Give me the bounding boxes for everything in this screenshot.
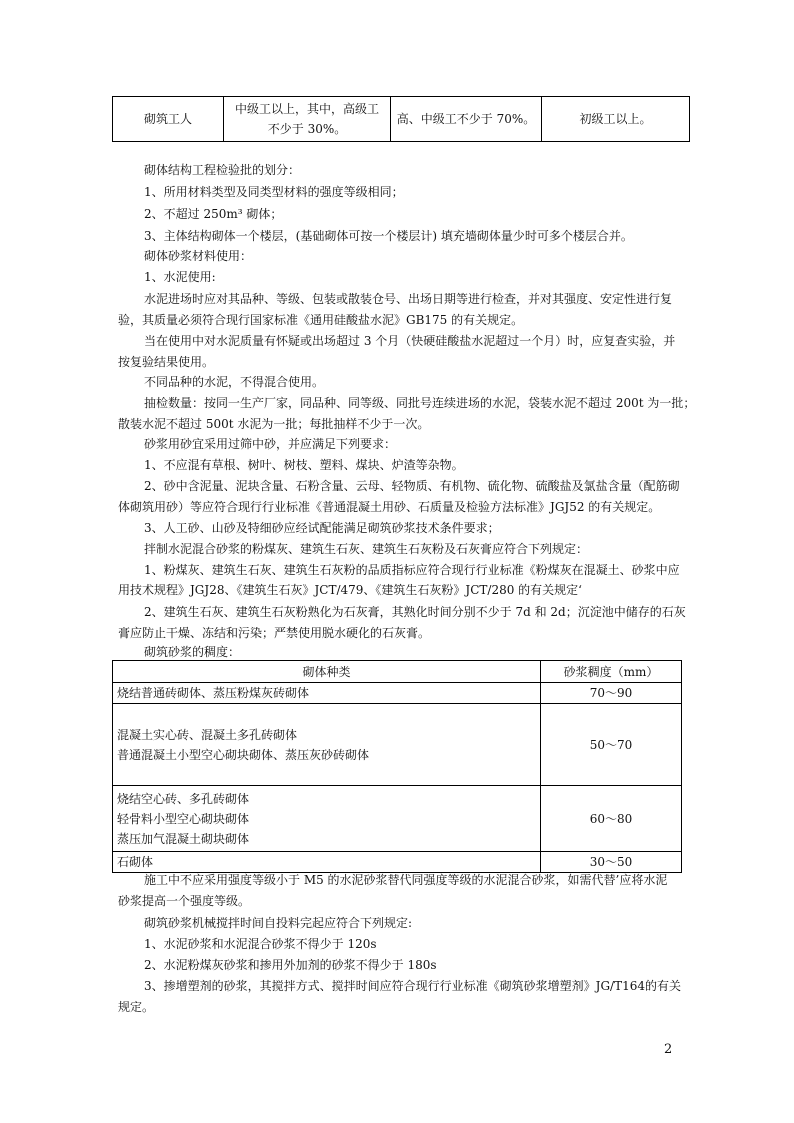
table-cell bbox=[113, 704, 541, 786]
paragraph-line: 抽检数量：按同一生产厂家，同品种、同等级、同批号连续进场的水泥，袋装水泥不超过 200t 为一批； bbox=[144, 396, 696, 410]
table-row bbox=[113, 704, 682, 786]
paragraph-line: 验，其质量必须符合现行国家标准《通用硅酸盐水泥》GB175 的有关规定。 bbox=[118, 313, 524, 327]
table-cell bbox=[224, 97, 391, 142]
table-cell: 30～50 bbox=[541, 852, 682, 873]
paragraph-line: 砌体结构工程检验批的划分： bbox=[144, 163, 301, 177]
mortar-consistency-table bbox=[112, 660, 682, 873]
paragraph-line: 2、水泥粉煤灰砂浆和掺用外加剂的砂浆不得少于 180s bbox=[144, 958, 437, 972]
table-cell: 高、中级工不少于 70%。 bbox=[391, 97, 542, 142]
table-cell: 50～70 bbox=[541, 704, 682, 786]
table-row bbox=[113, 683, 682, 704]
paragraph-line: 1、水泥砂浆和水泥混合砂浆不得少于 120s bbox=[144, 937, 377, 951]
paragraph-line: 体砌筑用砂）等应符合现行行业标准《普通混凝土用砂、石质量及检验方法标准》JGJ52 的有关规定。 bbox=[118, 500, 661, 514]
table-cell: 初级工以上。 bbox=[542, 97, 690, 142]
paragraph-line: 2、砂中含泥量、泥块含量、石粉含量、云母、轻物质、有机物、硫化物、硫酸盐及氯盐含量（配筋砌 bbox=[144, 479, 680, 493]
paragraph-line: 2、不超过 250m³ 砌体； bbox=[144, 207, 283, 221]
paragraph-line: 3、主体结构砌体一个楼层，(基础砌体可按一个楼层计) 填充墙砌体量少时可多个楼层合并。 bbox=[144, 229, 633, 243]
cell-line: 普通混凝土小型空心砌块砌体、蒸压灰砂砖砌体 bbox=[117, 747, 370, 762]
paragraph-line: 砂浆用砂宜采用过筛中砂，并应满足下列要求： bbox=[144, 437, 397, 451]
table-cell: 70～90 bbox=[541, 683, 682, 704]
table-header-cell: 砂浆稠度（mm） bbox=[541, 661, 682, 683]
table-cell bbox=[113, 683, 541, 704]
table-cell: 60～80 bbox=[541, 786, 682, 852]
paragraph-line: 不同品种的水泥，不得混合使用。 bbox=[144, 375, 325, 389]
paragraph-line: 当在使用中对水泥质量有怀疑或出场超过 3 个月（快硬硅酸盐水泥超过一个月）时，应复查实验，并 bbox=[144, 334, 676, 348]
table-row bbox=[113, 786, 682, 852]
paragraph-line: 砌体砂浆材料使用： bbox=[144, 249, 253, 263]
paragraph-line: 施工中不应采用强度等级小于 M5 的水泥砂浆替代同强度等级的水泥混合砂浆，如需代替’应将水泥 bbox=[144, 873, 668, 887]
paragraph-line: 1、不应混有草根、树叶、树枝、塑料、煤块、炉渣等杂物。 bbox=[144, 458, 464, 472]
worker-grade-table bbox=[112, 96, 690, 142]
table-row bbox=[113, 97, 690, 142]
paragraph-line: 3、人工砂、山砂及特细砂应经试配能满足砌筑砂浆技术条件要求； bbox=[144, 521, 500, 535]
table-cell: 砌筑工人 bbox=[113, 97, 224, 142]
cell-line: 石砌体 bbox=[117, 855, 154, 869]
cell-line: 混凝土实心砖、混凝土多孔砖砌体 bbox=[117, 727, 298, 742]
table-cell bbox=[113, 786, 541, 852]
cell-line: 中级工以上，其中，高级工 bbox=[234, 102, 379, 116]
paragraph-line: 1、粉煤灰、建筑生石灰、建筑生石灰粉的品质指标应符合现行行业标准《粉煤灰在混凝土、砂浆中应 bbox=[144, 563, 680, 577]
paragraph-line: 1、水泥使用: bbox=[144, 270, 216, 284]
paragraph-line: 2、建筑生石灰、建筑生石灰粉熟化为石灰膏，其熟化时间分别不少于 7d 和 2d；沉淀池中储存的石灰 bbox=[144, 605, 686, 619]
cell-line: 蒸压加气混凝土砌块砌体 bbox=[117, 831, 250, 846]
cell-line: 烧结空心砖、多孔砖砌体 bbox=[117, 791, 250, 806]
table-header-row bbox=[113, 661, 682, 683]
cell-line: 不少于 30%。 bbox=[267, 122, 347, 136]
paragraph-line: 按复验结果使用。 bbox=[118, 355, 215, 369]
paragraph-line: 砌筑砂浆机械搅拌时间自投料完起应符合下列规定: bbox=[144, 916, 413, 930]
paragraph-line: 水泥进场时应对其品种、等级、包装或散装仓号、出场日期等进行检查，并对其强度、安定性进行复 bbox=[144, 292, 673, 306]
cell-line: 轻骨料小型空心砌块砌体 bbox=[117, 811, 250, 826]
paragraph-line: 砌筑砂浆的稠度： bbox=[144, 645, 241, 659]
page-number: 2 bbox=[664, 1042, 673, 1057]
paragraph-line: 1、所用材料类型及同类型材料的强度等级相同； bbox=[144, 185, 404, 199]
table-header-cell: 砌体种类 bbox=[113, 661, 541, 683]
paragraph-line: 用技术规程》JGJ28、《建筑生石灰》JCT/479、《建筑生石灰粉》JCT/280 的有关规定‘ bbox=[118, 583, 582, 597]
cell-line: 烧结普通砖砌体、蒸压粉煤灰砖砌体 bbox=[117, 686, 310, 700]
paragraph-line: 3、掺增塑剂的砂浆，其搅拌方式、搅拌时间应符合现行行业标准《砌筑砂浆增塑剂》JG/T164的有关 bbox=[144, 979, 681, 993]
paragraph-line: 散装水泥不超过 500t 水泥为一批；每批抽样不少于一次。 bbox=[118, 417, 430, 431]
paragraph-line: 砂浆提高一个强度等级。 bbox=[118, 894, 251, 908]
paragraph-line: 规定。 bbox=[118, 1000, 155, 1014]
paragraph-line: 膏应防止干燥、冻结和污染；严禁使用脱水硬化的石灰膏。 bbox=[118, 626, 431, 640]
paragraph-line: 拌制水泥混合砂浆的粉煤灰、建筑生石灰、建筑生石灰粉及石灰膏应符合下列规定： bbox=[144, 542, 589, 556]
